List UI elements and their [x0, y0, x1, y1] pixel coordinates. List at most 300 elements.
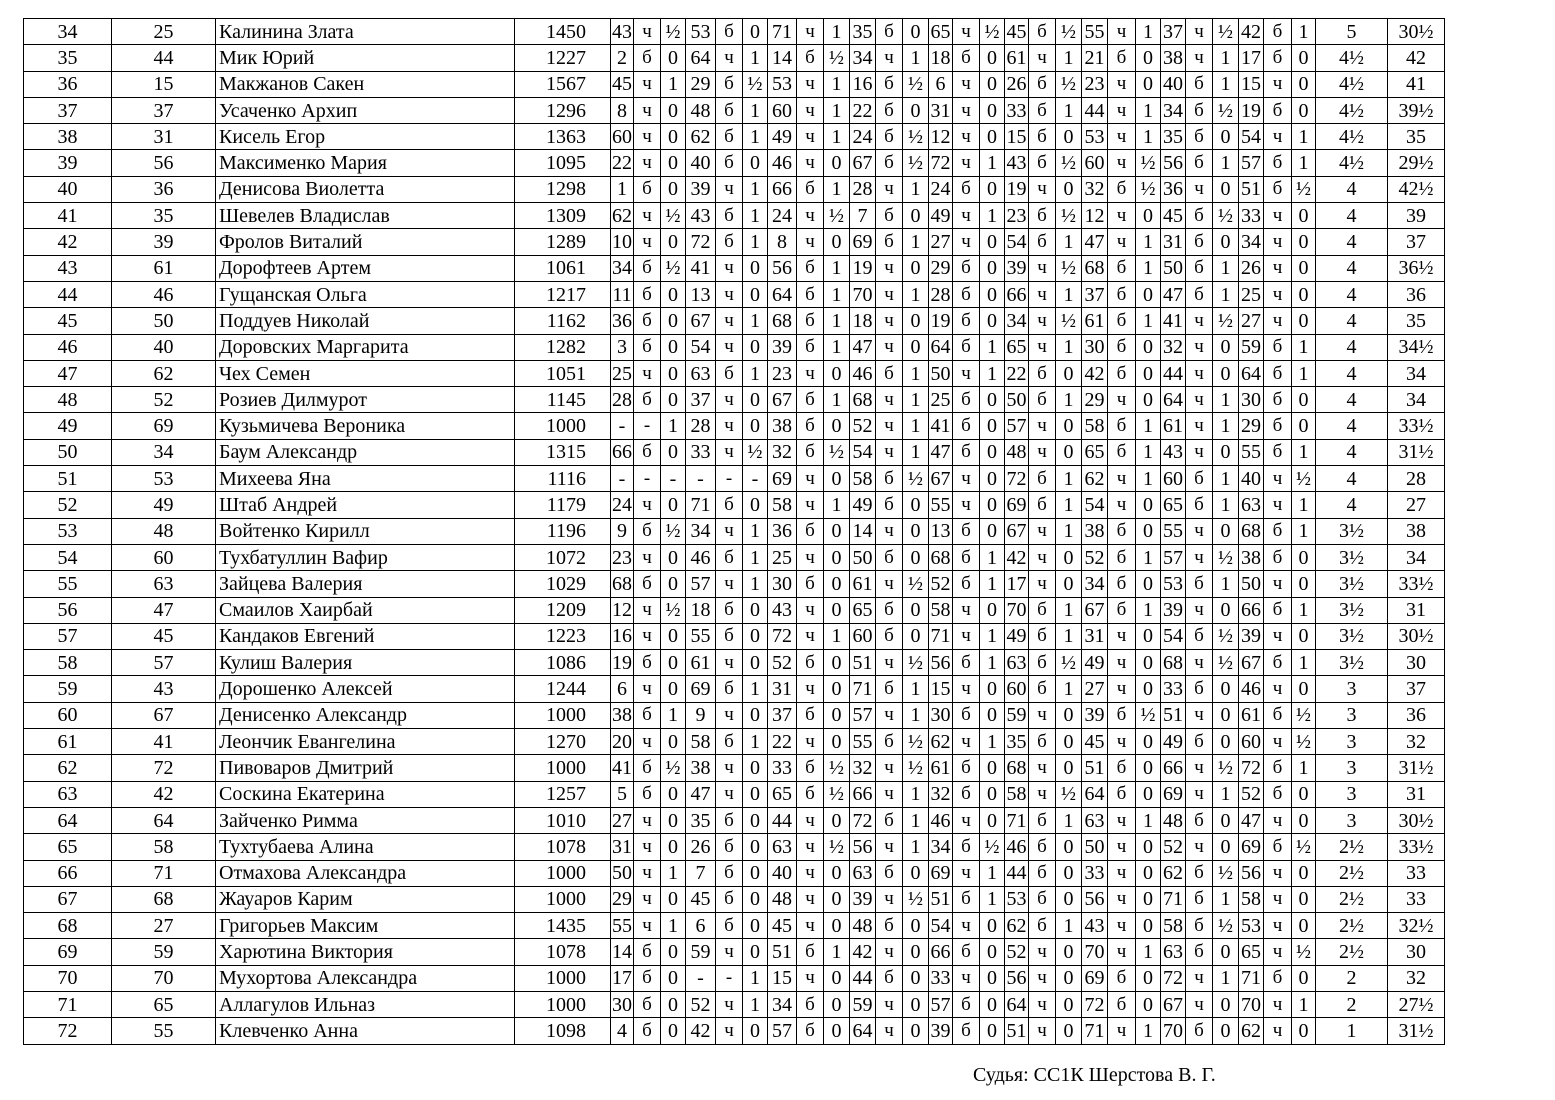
- round-2-result-cell: 1: [743, 97, 768, 123]
- tiebreak-cell: 33: [1388, 860, 1445, 886]
- rating-cell: 1227: [515, 45, 611, 71]
- round-1-opponent-cell: 10: [611, 229, 634, 255]
- round-4-color-cell: б: [876, 913, 903, 939]
- round-2-color-cell: б: [716, 71, 743, 97]
- place-cell: 56: [24, 597, 112, 623]
- place-cell: 36: [24, 71, 112, 97]
- round-9-color-cell: б: [1264, 834, 1292, 860]
- round-1-color-cell: б: [634, 255, 661, 281]
- round-4-result-cell: ½: [903, 755, 929, 781]
- round-5-opponent-cell: 66: [929, 939, 953, 965]
- round-4-result-cell: ½: [903, 886, 929, 912]
- tiebreak-cell: 41: [1388, 71, 1445, 97]
- round-4-result-cell: 1: [903, 676, 929, 702]
- points-cell: 2½: [1316, 939, 1388, 965]
- round-5-opponent-cell: 51: [929, 886, 953, 912]
- round-5-color-cell: б: [953, 255, 980, 281]
- round-1-result-cell: 0: [661, 781, 686, 807]
- round-8-color-cell: ч: [1186, 755, 1213, 781]
- round-6-opponent-cell: 48: [1005, 439, 1029, 465]
- round-7-color-cell: ч: [1108, 939, 1136, 965]
- round-3-color-cell: ч: [797, 860, 824, 886]
- round-8-result-cell: 0: [1213, 1018, 1239, 1044]
- round-1-color-cell: б: [634, 1018, 661, 1044]
- place-cell: 59: [24, 676, 112, 702]
- round-7-color-cell: ч: [1108, 229, 1136, 255]
- round-4-result-cell: 1: [903, 229, 929, 255]
- round-3-result-cell: 0: [824, 702, 850, 728]
- player-name-cell: Отмахова Александра: [216, 860, 515, 886]
- round-7-opponent-cell: 72: [1082, 991, 1108, 1017]
- round-2-opponent-cell: 29: [686, 71, 716, 97]
- round-1-color-cell: б: [634, 387, 661, 413]
- round-2-opponent-cell: 41: [686, 255, 716, 281]
- place-cell: 67: [24, 886, 112, 912]
- round-4-color-cell: б: [876, 150, 903, 176]
- round-2-color-cell: ч: [716, 413, 743, 439]
- round-2-opponent-cell: 39: [686, 176, 716, 202]
- round-7-color-cell: б: [1108, 413, 1136, 439]
- round-1-opponent-cell: -: [611, 466, 634, 492]
- player-name-cell: Войтенко Кирилл: [216, 518, 515, 544]
- round-9-opponent-cell: 19: [1239, 97, 1264, 123]
- round-6-result-cell: 0: [1056, 413, 1082, 439]
- round-6-result-cell: 0: [1056, 834, 1082, 860]
- round-8-opponent-cell: 51: [1161, 702, 1186, 728]
- rating-cell: 1309: [515, 203, 611, 229]
- round-7-opponent-cell: 69: [1082, 965, 1108, 991]
- round-4-result-cell: 1: [903, 176, 929, 202]
- place-cell: 58: [24, 650, 112, 676]
- round-9-opponent-cell: 69: [1239, 834, 1264, 860]
- round-8-result-cell: ½: [1213, 650, 1239, 676]
- round-3-color-cell: б: [797, 571, 824, 597]
- round-3-color-cell: ч: [797, 623, 824, 649]
- round-9-opponent-cell: 27: [1239, 308, 1264, 334]
- round-7-result-cell: 1: [1136, 439, 1161, 465]
- round-8-result-cell: 1: [1213, 466, 1239, 492]
- player-name-cell: Тухбатуллин Вафир: [216, 544, 515, 570]
- round-9-color-cell: б: [1264, 781, 1292, 807]
- round-4-color-cell: б: [876, 229, 903, 255]
- player-name-cell: Клевченко Анна: [216, 1018, 515, 1044]
- round-3-opponent-cell: 36: [768, 518, 797, 544]
- tiebreak-cell: 38: [1388, 518, 1445, 544]
- start-number-cell: 36: [112, 176, 216, 202]
- round-2-result-cell: ½: [743, 71, 768, 97]
- round-1-opponent-cell: 23: [611, 544, 634, 570]
- player-name-cell: Шевелев Владислав: [216, 203, 515, 229]
- round-2-result-cell: 0: [743, 413, 768, 439]
- round-2-color-cell: ч: [716, 334, 743, 360]
- rating-cell: 1298: [515, 176, 611, 202]
- round-5-result-cell: 1: [980, 729, 1005, 755]
- round-5-color-cell: б: [953, 45, 980, 71]
- round-5-color-cell: ч: [953, 597, 980, 623]
- round-7-result-cell: 1: [1136, 466, 1161, 492]
- round-9-color-cell: ч: [1264, 203, 1292, 229]
- round-8-opponent-cell: 52: [1161, 834, 1186, 860]
- round-6-color-cell: ч: [1029, 334, 1056, 360]
- round-4-opponent-cell: 34: [850, 45, 876, 71]
- round-3-color-cell: ч: [797, 97, 824, 123]
- table-row: [24, 781, 1445, 807]
- round-6-opponent-cell: 52: [1005, 939, 1029, 965]
- round-4-result-cell: 0: [903, 97, 929, 123]
- round-1-opponent-cell: 4: [611, 1018, 634, 1044]
- round-5-opponent-cell: 47: [929, 439, 953, 465]
- round-7-color-cell: ч: [1108, 729, 1136, 755]
- round-8-color-cell: ч: [1186, 308, 1213, 334]
- round-9-result-cell: 0: [1292, 308, 1316, 334]
- round-2-opponent-cell: 69: [686, 676, 716, 702]
- round-6-color-cell: ч: [1029, 255, 1056, 281]
- round-8-color-cell: б: [1186, 97, 1213, 123]
- round-9-opponent-cell: 57: [1239, 150, 1264, 176]
- round-5-result-cell: 0: [980, 939, 1005, 965]
- round-8-opponent-cell: 35: [1161, 124, 1186, 150]
- round-1-result-cell: 0: [661, 623, 686, 649]
- round-2-result-cell: 0: [743, 334, 768, 360]
- round-6-color-cell: ч: [1029, 781, 1056, 807]
- points-cell: 4: [1316, 229, 1388, 255]
- round-5-color-cell: ч: [953, 807, 980, 833]
- round-2-color-cell: б: [716, 150, 743, 176]
- round-8-result-cell: 0: [1213, 518, 1239, 544]
- player-name-cell: Михеева Яна: [216, 466, 515, 492]
- round-4-opponent-cell: 59: [850, 991, 876, 1017]
- player-name-cell: Зайченко Римма: [216, 807, 515, 833]
- round-9-color-cell: ч: [1264, 255, 1292, 281]
- round-8-opponent-cell: 41: [1161, 308, 1186, 334]
- round-5-opponent-cell: 54: [929, 913, 953, 939]
- rating-cell: 1000: [515, 755, 611, 781]
- round-6-result-cell: 0: [1056, 702, 1082, 728]
- round-4-opponent-cell: 22: [850, 97, 876, 123]
- round-4-result-cell: 1: [903, 45, 929, 71]
- round-8-result-cell: ½: [1213, 623, 1239, 649]
- round-8-color-cell: б: [1186, 886, 1213, 912]
- start-number-cell: 68: [112, 886, 216, 912]
- place-cell: 47: [24, 360, 112, 386]
- round-4-color-cell: ч: [876, 255, 903, 281]
- start-number-cell: 43: [112, 676, 216, 702]
- round-6-color-cell: ч: [1029, 755, 1056, 781]
- round-9-color-cell: ч: [1264, 466, 1292, 492]
- round-1-opponent-cell: 45: [611, 71, 634, 97]
- round-8-color-cell: ч: [1186, 544, 1213, 570]
- points-cell: 3: [1316, 781, 1388, 807]
- rating-cell: 1244: [515, 676, 611, 702]
- player-name-cell: Харютина Виктория: [216, 939, 515, 965]
- round-6-opponent-cell: 62: [1005, 913, 1029, 939]
- round-7-result-cell: 0: [1136, 492, 1161, 518]
- round-3-opponent-cell: 33: [768, 755, 797, 781]
- round-9-result-cell: 0: [1292, 281, 1316, 307]
- rating-cell: 1000: [515, 991, 611, 1017]
- round-2-opponent-cell: 71: [686, 492, 716, 518]
- round-1-result-cell: 0: [661, 150, 686, 176]
- player-name-cell: Калинина Злата: [216, 19, 515, 45]
- round-1-opponent-cell: 68: [611, 571, 634, 597]
- round-8-result-cell: 0: [1213, 124, 1239, 150]
- table-row: [24, 439, 1445, 465]
- points-cell: 3: [1316, 807, 1388, 833]
- round-4-opponent-cell: 24: [850, 124, 876, 150]
- round-3-color-cell: ч: [797, 203, 824, 229]
- round-9-result-cell: ½: [1292, 176, 1316, 202]
- round-6-opponent-cell: 66: [1005, 281, 1029, 307]
- round-4-opponent-cell: 16: [850, 71, 876, 97]
- player-name-cell: Макжанов Сакен: [216, 71, 515, 97]
- round-6-result-cell: 0: [1056, 755, 1082, 781]
- round-3-color-cell: б: [797, 755, 824, 781]
- round-6-opponent-cell: 46: [1005, 834, 1029, 860]
- round-3-color-cell: б: [797, 334, 824, 360]
- round-3-result-cell: 1: [824, 71, 850, 97]
- place-cell: 63: [24, 781, 112, 807]
- round-1-result-cell: 0: [661, 176, 686, 202]
- round-4-color-cell: б: [876, 676, 903, 702]
- round-6-color-cell: б: [1029, 886, 1056, 912]
- round-9-opponent-cell: 46: [1239, 676, 1264, 702]
- round-4-result-cell: 1: [903, 387, 929, 413]
- round-3-opponent-cell: 67: [768, 387, 797, 413]
- round-8-color-cell: б: [1186, 913, 1213, 939]
- round-6-result-cell: 0: [1056, 1018, 1082, 1044]
- round-2-result-cell: 0: [743, 255, 768, 281]
- round-5-opponent-cell: 46: [929, 807, 953, 833]
- round-3-result-cell: 1: [824, 939, 850, 965]
- round-7-result-cell: 0: [1136, 518, 1161, 544]
- round-2-result-cell: 1: [743, 571, 768, 597]
- round-6-color-cell: ч: [1029, 544, 1056, 570]
- round-7-opponent-cell: 70: [1082, 939, 1108, 965]
- round-1-color-cell: б: [634, 702, 661, 728]
- round-7-opponent-cell: 63: [1082, 807, 1108, 833]
- round-2-opponent-cell: 26: [686, 834, 716, 860]
- round-1-opponent-cell: 2: [611, 45, 634, 71]
- round-9-result-cell: 1: [1292, 991, 1316, 1017]
- place-cell: 70: [24, 965, 112, 991]
- place-cell: 40: [24, 176, 112, 202]
- round-9-opponent-cell: 70: [1239, 991, 1264, 1017]
- round-3-opponent-cell: 31: [768, 676, 797, 702]
- round-8-opponent-cell: 70: [1161, 1018, 1186, 1044]
- round-6-result-cell: 0: [1056, 860, 1082, 886]
- round-4-opponent-cell: 39: [850, 886, 876, 912]
- tiebreak-cell: 29½: [1388, 150, 1445, 176]
- round-6-color-cell: б: [1029, 492, 1056, 518]
- round-2-color-cell: б: [716, 860, 743, 886]
- round-2-result-cell: 0: [743, 886, 768, 912]
- round-9-color-cell: ч: [1264, 676, 1292, 702]
- round-3-result-cell: 0: [824, 886, 850, 912]
- round-5-opponent-cell: 56: [929, 650, 953, 676]
- player-name-cell: Поддуев Николай: [216, 308, 515, 334]
- round-1-opponent-cell: 9: [611, 518, 634, 544]
- points-cell: 2: [1316, 965, 1388, 991]
- start-number-cell: 63: [112, 571, 216, 597]
- round-1-opponent-cell: 16: [611, 623, 634, 649]
- round-7-opponent-cell: 42: [1082, 360, 1108, 386]
- round-9-result-cell: 1: [1292, 492, 1316, 518]
- round-1-result-cell: 0: [661, 807, 686, 833]
- rating-cell: 1029: [515, 571, 611, 597]
- round-1-opponent-cell: 8: [611, 97, 634, 123]
- round-6-color-cell: б: [1029, 623, 1056, 649]
- round-6-opponent-cell: 63: [1005, 650, 1029, 676]
- round-5-result-cell: 0: [980, 755, 1005, 781]
- round-1-result-cell: 0: [661, 229, 686, 255]
- round-5-opponent-cell: 24: [929, 176, 953, 202]
- round-8-result-cell: 1: [1213, 413, 1239, 439]
- rating-cell: 1179: [515, 492, 611, 518]
- round-9-opponent-cell: 15: [1239, 71, 1264, 97]
- table-row: [24, 308, 1445, 334]
- round-8-color-cell: ч: [1186, 387, 1213, 413]
- round-7-result-cell: 0: [1136, 991, 1161, 1017]
- round-2-color-cell: ч: [716, 1018, 743, 1044]
- round-6-result-cell: ½: [1056, 71, 1082, 97]
- player-name-cell: Кулиш Валерия: [216, 650, 515, 676]
- round-1-opponent-cell: 50: [611, 860, 634, 886]
- round-9-opponent-cell: 54: [1239, 124, 1264, 150]
- round-9-color-cell: ч: [1264, 623, 1292, 649]
- round-1-result-cell: 0: [661, 676, 686, 702]
- points-cell: 4: [1316, 308, 1388, 334]
- player-name-cell: Денисенко Александр: [216, 702, 515, 728]
- round-4-color-cell: ч: [876, 781, 903, 807]
- round-7-color-cell: б: [1108, 702, 1136, 728]
- round-7-result-cell: 0: [1136, 360, 1161, 386]
- round-7-color-cell: б: [1108, 308, 1136, 334]
- round-4-result-cell: 1: [903, 439, 929, 465]
- place-cell: 52: [24, 492, 112, 518]
- table-row: [24, 19, 1445, 45]
- round-6-opponent-cell: 70: [1005, 597, 1029, 623]
- rating-cell: 1098: [515, 1018, 611, 1044]
- round-6-result-cell: 0: [1056, 886, 1082, 912]
- round-7-result-cell: 0: [1136, 281, 1161, 307]
- round-9-opponent-cell: 51: [1239, 176, 1264, 202]
- round-2-result-cell: 1: [743, 965, 768, 991]
- round-2-result-cell: 0: [743, 650, 768, 676]
- round-2-result-cell: 0: [743, 623, 768, 649]
- round-7-color-cell: б: [1108, 360, 1136, 386]
- start-number-cell: 50: [112, 308, 216, 334]
- round-3-result-cell: ½: [824, 203, 850, 229]
- round-9-color-cell: ч: [1264, 492, 1292, 518]
- round-3-opponent-cell: 64: [768, 281, 797, 307]
- round-4-result-cell: 0: [903, 203, 929, 229]
- round-1-color-cell: ч: [634, 97, 661, 123]
- player-name-cell: Дорошенко Алексей: [216, 676, 515, 702]
- round-6-result-cell: 0: [1056, 965, 1082, 991]
- round-3-result-cell: 0: [824, 729, 850, 755]
- round-2-result-cell: 1: [743, 729, 768, 755]
- round-9-opponent-cell: 68: [1239, 518, 1264, 544]
- points-cell: 4: [1316, 413, 1388, 439]
- round-1-opponent-cell: 20: [611, 729, 634, 755]
- round-2-color-cell: ч: [716, 45, 743, 71]
- place-cell: 44: [24, 281, 112, 307]
- round-1-opponent-cell: 41: [611, 755, 634, 781]
- round-4-opponent-cell: 58: [850, 466, 876, 492]
- round-7-color-cell: б: [1108, 176, 1136, 202]
- round-6-opponent-cell: 57: [1005, 413, 1029, 439]
- table-row: [24, 597, 1445, 623]
- player-name-cell: Доровских Маргарита: [216, 334, 515, 360]
- round-3-result-cell: 0: [824, 466, 850, 492]
- round-6-result-cell: 1: [1056, 387, 1082, 413]
- round-3-result-cell: 1: [824, 387, 850, 413]
- round-5-opponent-cell: 68: [929, 544, 953, 570]
- round-6-result-cell: 1: [1056, 807, 1082, 833]
- round-6-opponent-cell: 53: [1005, 886, 1029, 912]
- round-1-color-cell: б: [634, 571, 661, 597]
- round-4-opponent-cell: 57: [850, 702, 876, 728]
- round-9-opponent-cell: 30: [1239, 387, 1264, 413]
- round-5-color-cell: ч: [953, 229, 980, 255]
- round-3-result-cell: 1: [824, 281, 850, 307]
- round-6-opponent-cell: 54: [1005, 229, 1029, 255]
- round-5-opponent-cell: 33: [929, 965, 953, 991]
- round-7-opponent-cell: 55: [1082, 19, 1108, 45]
- round-5-color-cell: ч: [953, 97, 980, 123]
- round-5-opponent-cell: 58: [929, 597, 953, 623]
- round-8-result-cell: 1: [1213, 886, 1239, 912]
- round-2-result-cell: 1: [743, 229, 768, 255]
- round-7-color-cell: б: [1108, 965, 1136, 991]
- round-6-result-cell: 1: [1056, 676, 1082, 702]
- round-1-opponent-cell: 28: [611, 387, 634, 413]
- table-row: [24, 650, 1445, 676]
- round-9-color-cell: ч: [1264, 939, 1292, 965]
- round-5-color-cell: б: [953, 886, 980, 912]
- round-6-opponent-cell: 69: [1005, 492, 1029, 518]
- round-4-result-cell: ½: [903, 466, 929, 492]
- round-6-result-cell: 1: [1056, 97, 1082, 123]
- round-1-opponent-cell: 62: [611, 203, 634, 229]
- round-8-opponent-cell: 36: [1161, 176, 1186, 202]
- round-8-opponent-cell: 58: [1161, 913, 1186, 939]
- round-7-color-cell: б: [1108, 334, 1136, 360]
- round-5-opponent-cell: 28: [929, 281, 953, 307]
- round-8-result-cell: ½: [1213, 913, 1239, 939]
- round-4-color-cell: б: [876, 19, 903, 45]
- round-3-color-cell: б: [797, 45, 824, 71]
- round-2-opponent-cell: 61: [686, 650, 716, 676]
- round-8-result-cell: ½: [1213, 860, 1239, 886]
- round-5-result-cell: ½: [980, 19, 1005, 45]
- round-1-opponent-cell: 29: [611, 886, 634, 912]
- round-9-result-cell: 0: [1292, 623, 1316, 649]
- round-6-result-cell: 1: [1056, 518, 1082, 544]
- round-5-color-cell: б: [953, 755, 980, 781]
- round-5-result-cell: 0: [980, 1018, 1005, 1044]
- points-cell: 1: [1316, 1018, 1388, 1044]
- round-9-color-cell: ч: [1264, 991, 1292, 1017]
- round-7-color-cell: ч: [1108, 1018, 1136, 1044]
- round-5-result-cell: 0: [980, 807, 1005, 833]
- round-6-opponent-cell: 17: [1005, 571, 1029, 597]
- round-5-opponent-cell: 25: [929, 387, 953, 413]
- round-8-opponent-cell: 56: [1161, 150, 1186, 176]
- round-2-color-cell: б: [716, 492, 743, 518]
- round-5-color-cell: б: [953, 544, 980, 570]
- round-3-color-cell: ч: [797, 597, 824, 623]
